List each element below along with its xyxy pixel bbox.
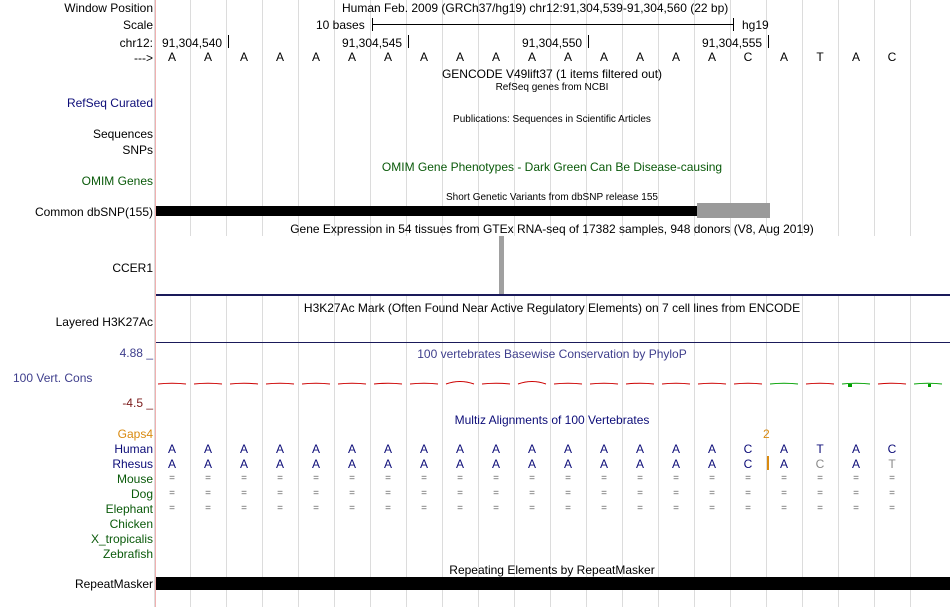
omim-genes-label[interactable]: OMIM Genes [81, 174, 153, 188]
base-letter: A [527, 50, 536, 64]
conservation-mark [590, 383, 618, 384]
alignment-match: = [385, 473, 391, 484]
base-letter: C [743, 50, 753, 64]
conservation-mark [770, 383, 798, 384]
alignment-match: = [637, 503, 643, 514]
base-letter: A [563, 50, 572, 64]
alignment-match: = [313, 488, 319, 499]
alignment-base: A [419, 442, 428, 456]
strand-direction-label: ---> [134, 51, 153, 65]
conservation-mark [806, 383, 834, 384]
alignment-base: A [383, 442, 392, 456]
base-letter: A [419, 50, 428, 64]
alignment-base: A [167, 457, 176, 471]
conservation-min-value: -4.5 _ [122, 396, 153, 410]
species-label[interactable]: Human [114, 442, 153, 456]
alignment-base: A [527, 442, 536, 456]
scale-bar-left-tick [372, 18, 373, 31]
alignment-match: = [349, 503, 355, 514]
alignment-match: = [385, 488, 391, 499]
gridline [190, 0, 191, 607]
gaps-label: Gaps4 [117, 427, 153, 441]
alignment-base: A [311, 442, 320, 456]
gridline [910, 0, 911, 607]
scale-build-label: hg19 [742, 18, 769, 32]
alignment-match: = [565, 503, 571, 514]
alignment-base: A [311, 457, 320, 471]
ruler-position-4: 91,304,555 [702, 36, 763, 50]
alignment-base: A [455, 442, 464, 456]
conservation-mark [482, 383, 510, 384]
ruler-tick-4 [768, 35, 769, 48]
window-position-text: Human Feb. 2009 (GRCh37/hg19) chr12:91,304,539-91,304,560 (22 bp) [342, 1, 729, 15]
alignment-base: C [743, 442, 753, 456]
alignment-match: = [493, 503, 499, 514]
alignment-base: A [527, 457, 536, 471]
alignment-base: C [743, 457, 753, 471]
window-position-label: Window Position [64, 1, 153, 15]
alignment-match: = [277, 473, 283, 484]
alignment-match: = [313, 473, 319, 484]
ruler-tick-3 [588, 35, 589, 48]
alignment-match: = [853, 473, 859, 484]
conservation-max-value: 4.88 _ [119, 346, 153, 360]
base-letter: A [599, 50, 608, 64]
alignment-match: = [529, 473, 535, 484]
alignment-match: = [313, 503, 319, 514]
alignment-base: A [239, 442, 248, 456]
alignment-match: = [889, 488, 895, 499]
base-letter: A [491, 50, 500, 64]
conservation-plot[interactable] [156, 372, 950, 396]
alignment-base: T [888, 457, 896, 471]
alignment-match: = [853, 488, 859, 499]
gridline [874, 0, 875, 607]
alignment-match: = [637, 488, 643, 499]
alignment-base: A [851, 442, 860, 456]
alignment-match: = [673, 503, 679, 514]
conservation-mark [194, 383, 222, 384]
alignment-base: A [599, 442, 608, 456]
gtex-baseline [156, 294, 950, 296]
alignment-match: = [709, 503, 715, 514]
scale-label: Scale [122, 18, 153, 32]
alignment-base: A [635, 442, 644, 456]
alignment-base: A [779, 457, 788, 471]
alignment-match: = [493, 473, 499, 484]
scale-bases-text: 10 bases [316, 18, 365, 32]
alignment-match: = [277, 503, 283, 514]
conservation-mark [374, 383, 402, 384]
alignment-match: = [205, 488, 211, 499]
h3k27ac-baseline [156, 342, 950, 343]
species-label[interactable]: Elephant [105, 502, 153, 516]
alignment-match: = [889, 473, 895, 484]
negative-conservation-mark [848, 384, 852, 387]
base-letter: A [167, 50, 176, 64]
alignment-match: = [241, 503, 247, 514]
ruler-position-2: 91,304,545 [342, 36, 403, 50]
alignment-base: A [167, 442, 176, 456]
alignment-match: = [709, 473, 715, 484]
alignment-base: A [275, 457, 284, 471]
base-letter: A [239, 50, 248, 64]
alignment-base: A [491, 442, 500, 456]
alignment-match: = [853, 503, 859, 514]
conservation-mark [302, 383, 330, 384]
alignment-match: = [241, 473, 247, 484]
alignment-match: = [745, 473, 751, 484]
base-letter: A [779, 50, 788, 64]
alignment-match: = [673, 473, 679, 484]
alignment-match: = [637, 473, 643, 484]
conservation-mark [266, 383, 294, 384]
ruler-tick-2 [408, 35, 409, 48]
base-letter: A [455, 50, 464, 64]
alignment-match: = [169, 473, 175, 484]
alignment-match: = [277, 488, 283, 499]
base-letter: A [851, 50, 860, 64]
gridline [226, 0, 227, 607]
alignment-match: = [529, 488, 535, 499]
alignment-base: A [563, 442, 572, 456]
dbsnp-track-title[interactable]: Short Genetic Variants from dbSNP release 155 [446, 192, 658, 203]
alignment-base: A [347, 457, 356, 471]
alignment-base: A [347, 442, 356, 456]
alignment-base: A [671, 442, 680, 456]
base-letter: C [887, 50, 897, 64]
h3k27ac-track-title[interactable]: H3K27Ac Mark (Often Found Near Active Regulatory Elements) on 7 cell lines from ENCODE [303, 301, 801, 315]
conservation-mark [446, 382, 474, 385]
conservation-mark [842, 383, 870, 384]
repeatmasker-feature-bar[interactable] [156, 577, 950, 590]
gtex-expression-bar[interactable] [499, 236, 504, 295]
alignment-base: A [851, 457, 860, 471]
alignment-base: T [816, 442, 824, 456]
alignment-match: = [817, 503, 823, 514]
alignment-match: = [781, 473, 787, 484]
species-label[interactable]: Chicken [109, 517, 153, 531]
alignment-match: = [457, 473, 463, 484]
alignment-match: = [565, 488, 571, 499]
alignment-base: C [887, 442, 897, 456]
alignment-match: = [781, 503, 787, 514]
base-letter: A [707, 50, 716, 64]
base-letter: A [311, 50, 320, 64]
conservation-mark [158, 383, 186, 384]
alignment-match: = [781, 488, 787, 499]
alignment-match: = [421, 503, 427, 514]
track-left-border [155, 0, 156, 607]
base-letter: A [383, 50, 392, 64]
alignment-match: = [817, 488, 823, 499]
conservation-mark [662, 383, 690, 384]
alignment-base: A [203, 442, 212, 456]
alignment-match: = [745, 503, 751, 514]
multiz-track-title[interactable]: Multiz Alignments of 100 Vertebrates [454, 413, 650, 427]
alignment-match: = [349, 473, 355, 484]
alignment-match: = [601, 488, 607, 499]
species-label[interactable]: Mouse [116, 472, 153, 486]
gridline [802, 0, 803, 607]
species-label[interactable]: X_tropicalis [90, 532, 153, 546]
alignment-match: = [565, 473, 571, 484]
base-letter: T [816, 50, 824, 64]
conservation-mark [230, 383, 258, 384]
alignment-match: = [601, 473, 607, 484]
alignment-base: A [239, 457, 248, 471]
conservation-mark [698, 383, 726, 384]
scale-bar [372, 24, 734, 25]
alignment-match: = [421, 473, 427, 484]
repeatmasker-label[interactable]: RepeatMasker [74, 577, 153, 591]
alignment-base: A [671, 457, 680, 471]
common-dbsnp-label[interactable]: Common dbSNP(155) [34, 205, 153, 219]
ruler-position-3: 91,304,550 [522, 36, 583, 50]
gridline [838, 0, 839, 607]
refseq-curated-label[interactable]: RefSeq Curated [66, 96, 153, 110]
alignment-base: A [563, 457, 572, 471]
conservation-mark [878, 383, 906, 384]
alignment-match: = [205, 503, 211, 514]
species-label[interactable]: Rhesus [112, 457, 153, 471]
omim-track-title[interactable]: OMIM Gene Phenotypes - Dark Green Can Be Disease-causing [381, 160, 723, 174]
conservation-mark [518, 382, 546, 385]
alignment-base: A [779, 442, 788, 456]
alignment-base: A [599, 457, 608, 471]
vert-cons-label[interactable]: 100 Vert. Cons [13, 371, 93, 385]
layered-h3k27ac-label[interactable]: Layered H3K27Ac [55, 315, 153, 329]
alignment-base: A [383, 457, 392, 471]
base-letter: A [275, 50, 284, 64]
base-letter: A [347, 50, 356, 64]
gridline [298, 0, 299, 607]
alignment-match: = [817, 473, 823, 484]
base-letter: A [635, 50, 644, 64]
ruler-position-1: 91,304,540 [162, 36, 223, 50]
alignment-match: = [745, 488, 751, 499]
base-letter: A [203, 50, 212, 64]
alignment-base: A [635, 457, 644, 471]
refseq-track-title[interactable]: RefSeq genes from NCBI [495, 82, 609, 93]
snps-label[interactable]: SNPs [122, 143, 153, 157]
alignment-match: = [493, 488, 499, 499]
base-letter: A [671, 50, 680, 64]
chromosome-label: chr12: [119, 36, 153, 50]
negative-conservation-mark [928, 384, 931, 387]
gap-insertion-marker [767, 456, 769, 470]
gtex-track-title[interactable]: Gene Expression in 54 tissues from GTEx RNA-seq of 17382 samples, 948 donors (V8, Aug 2019) [290, 222, 814, 236]
alignment-match: = [241, 488, 247, 499]
alignment-match: = [601, 503, 607, 514]
alignment-match: = [349, 488, 355, 499]
species-label[interactable]: Zebrafish [102, 547, 153, 561]
species-label[interactable]: Dog [130, 487, 153, 501]
alignment-match: = [385, 503, 391, 514]
alignment-match: = [673, 488, 679, 499]
ccer1-label[interactable]: CCER1 [112, 261, 153, 275]
alignment-match: = [169, 488, 175, 499]
dbsnp-feature-bar[interactable] [156, 206, 770, 216]
alignment-match: = [457, 503, 463, 514]
repeatmasker-track-title[interactable]: Repeating Elements by RepeatMasker [449, 563, 655, 577]
conservation-mark [410, 383, 438, 384]
alignment-base: A [275, 442, 284, 456]
alignment-base: A [707, 442, 716, 456]
gencode-track-title[interactable]: GENCODE V49lift37 (1 items filtered out) [441, 67, 663, 81]
alignment-match: = [709, 488, 715, 499]
ruler-tick-1 [228, 35, 229, 48]
alignment-base: C [815, 457, 825, 471]
alignment-match: = [889, 503, 895, 514]
conservation-track-title[interactable]: 100 vertebrates Basewise Conservation by PhyloP [417, 347, 687, 361]
conservation-mark [734, 383, 762, 384]
conservation-mark [338, 383, 366, 384]
publications-track-title[interactable]: Publications: Sequences in Scientific Articles [453, 114, 651, 125]
sequences-label[interactable]: Sequences [92, 127, 153, 141]
conservation-mark [626, 383, 654, 384]
dbsnp-highlight-segment[interactable] [697, 203, 770, 218]
conservation-mark [554, 383, 582, 384]
alignment-match: = [457, 488, 463, 499]
alignment-base: A [491, 457, 500, 471]
scale-bar-right-tick [733, 18, 734, 31]
gtex-track-area [156, 236, 950, 295]
alignment-base: A [707, 457, 716, 471]
gridline [262, 0, 263, 607]
alignment-match: = [529, 503, 535, 514]
alignment-match: = [205, 473, 211, 484]
alignment-match: = [169, 503, 175, 514]
alignment-base: A [455, 457, 464, 471]
alignment-match: = [421, 488, 427, 499]
alignment-base: A [203, 457, 212, 471]
conservation-mark [914, 383, 942, 384]
alignment-base: A [419, 457, 428, 471]
gap-count: 2 [763, 427, 770, 441]
